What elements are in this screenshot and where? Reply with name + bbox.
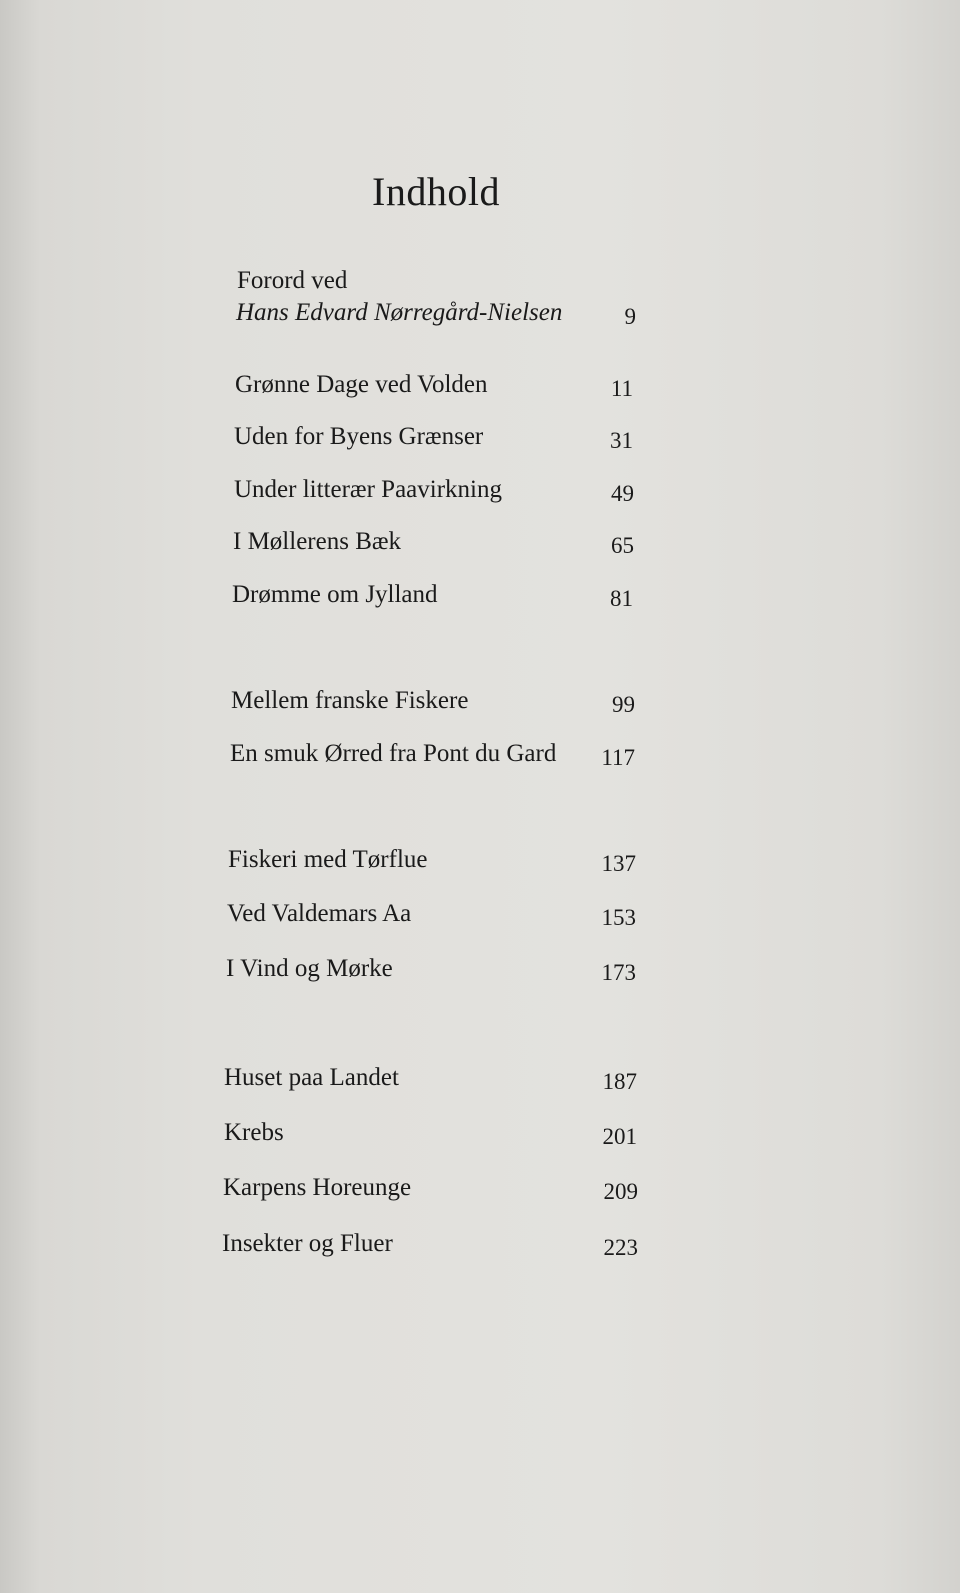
toc-entry-page: 173 [601, 960, 636, 985]
toc-entry-title: Krebs [224, 1119, 284, 1146]
toc-entry-title: Huset paa Landet [224, 1064, 399, 1091]
toc-entry-title: En smuk Ørred fra Pont du Gard [230, 740, 557, 767]
toc-entry-title: Uden for Byens Grænser [234, 423, 484, 450]
toc-entry-page: 31 [610, 428, 633, 453]
toc-entry-page: 99 [612, 692, 635, 717]
toc-entry-title: I Vind og Mørke [226, 955, 393, 982]
toc-entry-page: 49 [611, 481, 634, 506]
toc-entry-title: Ved Valdemars Aa [227, 900, 412, 927]
toc-entry-title: Fiskeri med Tørflue [228, 846, 428, 873]
toc-entry-page: 137 [601, 851, 636, 876]
toc-entry-page: 201 [602, 1124, 637, 1149]
toc-entry-page: 117 [601, 745, 635, 770]
toc-entry-title: I Møllerens Bæk [233, 528, 402, 555]
toc-entry-title: Under litterær Paavirkning [234, 476, 502, 503]
toc-entry-page: 153 [601, 905, 636, 930]
toc-entry-page: 209 [603, 1179, 638, 1204]
toc-entry-title: Grønne Dage ved Volden [235, 371, 488, 398]
foreword-page-number: 9 [624, 304, 636, 329]
toc-entry-title: Drømme om Jylland [232, 581, 438, 608]
toc-entry-page: 65 [611, 533, 634, 558]
toc-entry-page: 11 [610, 376, 633, 401]
page-title: Indhold [372, 169, 500, 214]
toc-entry-page: 81 [610, 586, 633, 611]
foreword-author: Hans Edvard Nørregård-Nielsen [236, 299, 563, 326]
toc-entry-title: Karpens Horeunge [223, 1174, 412, 1201]
toc-entry-title: Mellem franske Fiskere [231, 687, 469, 714]
toc-entry-page: 187 [602, 1069, 637, 1094]
toc-entry-page: 223 [603, 1235, 638, 1260]
foreword-label: Forord ved [237, 267, 348, 294]
toc-entry-title: Insekter og Fluer [222, 1230, 393, 1257]
